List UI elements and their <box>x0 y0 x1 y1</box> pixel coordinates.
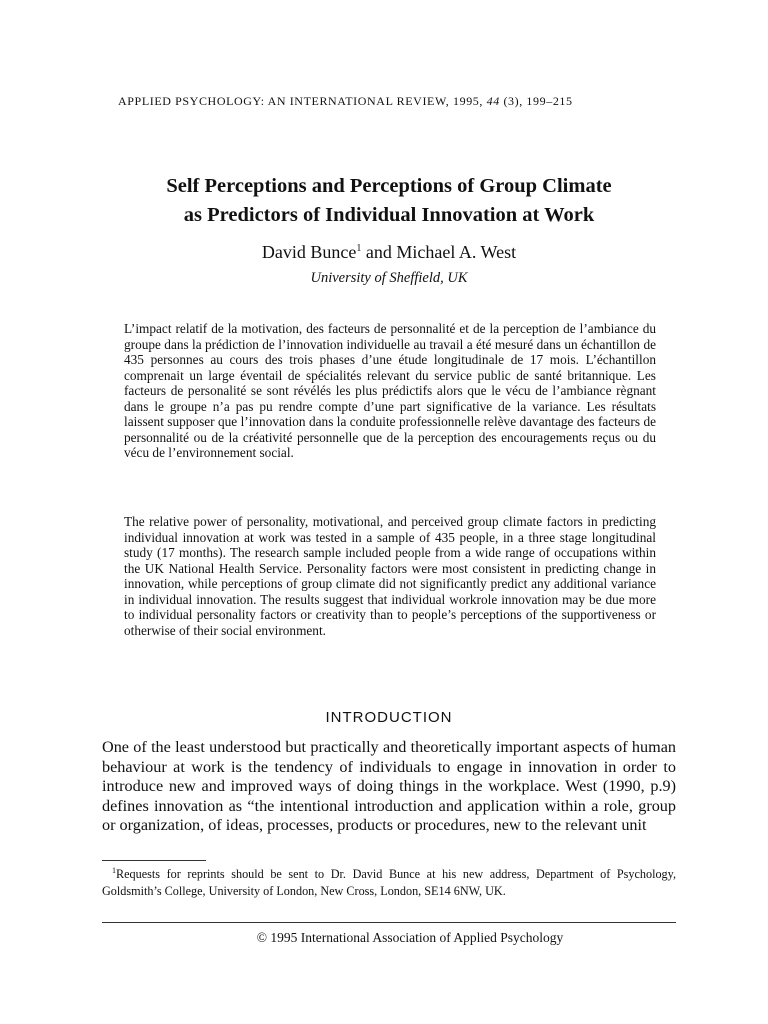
footnote <box>102 866 676 899</box>
author-name: Michael A. West <box>396 242 517 262</box>
footnote-text: Requests for reprints should be sent to Dr. David Bunce at his new address, Department of Psychology, Goldsmith’s College, University of London, New Cross, London, SE14 6NW, UK. <box>102 867 676 898</box>
abstract-french: L’impact relatif de la motivation, des facteurs de personnalité et de la perception de l’ambiance du groupe dans la prédiction de l’innovation individuelle au travail a été mesuré dans un échantillon de 435 personnes au cours des trois phases d’une étude longitudinale de 17 mois. L’échantillon comprenait un large éventail de spécialités relevant du service public de santé britannique. Les facteurs de personalité se sont révélés les plus prédictifs alors que le vécu de l’ambiance règnant dans le groupe n’a pas pu rendre compte d’une part significative de la variance. Les résultats laissent supposer que l’innovation dans la conduite professionnelle relève davantage des facteurs de personnalité ou de la créativité personnelle que de la perception des encouragements reçus ou du vécu de l’environnement social. <box>124 321 656 460</box>
author-conjunction: and <box>365 242 392 262</box>
journal-volume: 44 <box>486 94 500 108</box>
section-heading-introduction: INTRODUCTION <box>325 709 453 726</box>
copyright-divider <box>102 922 676 923</box>
author-name: David Bunce <box>261 242 357 262</box>
article-title-line-1: Self Perceptions and Perceptions of Group Climate <box>166 175 612 197</box>
footnote-divider <box>102 860 206 861</box>
copyright-notice: © 1995 International Association of Applied Psychology <box>256 930 564 945</box>
footnote-marker: 1 <box>112 866 116 875</box>
journal-name: APPLIED PSYCHOLOGY: AN INTERNATIONAL REVIEW, 1995, <box>118 94 484 108</box>
article-title <box>60 172 718 230</box>
author-list <box>60 240 718 264</box>
abstract-english: The relative power of personality, motivational, and perceived group climate factors in predicting individual innovation at work was tested in a sample of 435 people, in a three stage longitudinal study (17 months). The research sample included people from a wide range of occupations within the UK National Health Service. Personality factors were most consistent in predicting change in innovation, while perceptions of group climate did not significantly predict any additional variance in individual innovation. The results suggest that individual workrole innovation may be due more to individual personality factors or creativity than to people’s perceptions of the supportiveness or otherwise of their social environment. <box>124 514 656 638</box>
journal-issue-pages: (3), 199–215 <box>503 94 573 108</box>
article-title-line-2: as Predictors of Individual Innovation at Work <box>183 204 595 226</box>
footnote-marker: 1 <box>356 243 362 254</box>
author-affiliation: University of Sheffield, UK <box>310 270 468 286</box>
introduction-paragraph: One of the least understood but practically and theoretically important aspects of human behaviour at work is the tendency of individuals to engage in innovation in order to introduce new and improved ways of doing things in the workplace. West (1990, p.9) defines innovation as “the intentional introduction and application within a role, group or organization, of ideas, processes, products or procedures, new to the relevant unit <box>102 738 676 835</box>
journal-header <box>118 94 678 109</box>
